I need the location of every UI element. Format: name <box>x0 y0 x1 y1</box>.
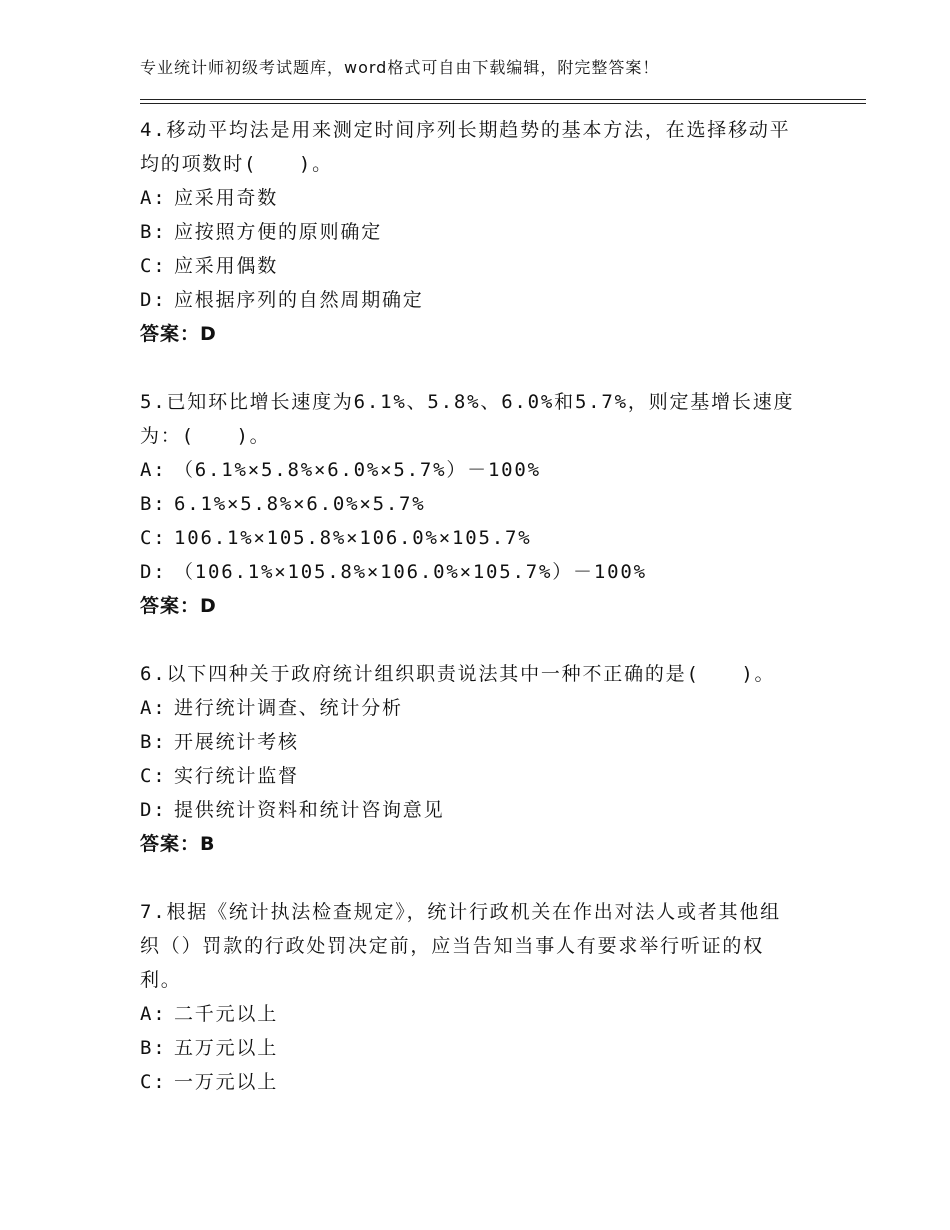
option-d <box>140 555 866 589</box>
option-a <box>140 997 866 1031</box>
option-text: 应采用偶数 <box>174 255 279 277</box>
option-b <box>140 487 866 521</box>
option-b <box>140 1031 866 1065</box>
option-text: 应根据序列的自然周期确定 <box>174 289 424 311</box>
option-text: 实行统计监督 <box>174 765 299 787</box>
page-header: 专业统计师初级考试题库，word格式可自由下载编辑，附完整答案！ <box>140 58 660 77</box>
question-list <box>140 113 866 1133</box>
option-text: （6.1%×5.8%×6.0%×5.7%）－100% <box>174 459 541 481</box>
question-stem: 6.以下四种关于政府统计组织职责说法其中一种不正确的是( )。 <box>140 663 776 685</box>
option-b <box>140 725 866 759</box>
option-text: 开展统计考核 <box>174 731 299 753</box>
option-d <box>140 283 866 317</box>
option-key: B: <box>140 731 167 753</box>
option-key: A: <box>140 187 167 209</box>
answer-label: 答案：D <box>140 595 217 617</box>
option-key: C: <box>140 255 167 277</box>
option-key: D: <box>140 561 167 583</box>
option-text: 一万元以上 <box>174 1071 279 1093</box>
answer-label: 答案：D <box>140 323 217 345</box>
option-text: 五万元以上 <box>174 1037 279 1059</box>
option-text: 应采用奇数 <box>174 187 279 209</box>
option-d <box>140 793 866 827</box>
question-4 <box>140 113 866 351</box>
option-c <box>140 521 866 555</box>
option-key: C: <box>140 1071 167 1093</box>
option-b <box>140 215 866 249</box>
question-stem: 7.根据《统计执法检查规定》，统计行政机关在作出对法人或者其他组织（）罚款的行政处罚决定前，应当告知当事人有要求举行听证的权利。 <box>140 901 781 991</box>
header-rule-bottom <box>140 103 866 104</box>
answer-label: 答案：B <box>140 833 216 855</box>
option-key: A: <box>140 697 167 719</box>
option-key: A: <box>140 1003 167 1025</box>
option-key: D: <box>140 289 167 311</box>
header-rule-top <box>140 99 866 100</box>
question-stem: 4.移动平均法是用来测定时间序列长期趋势的基本方法，在选择移动平均的项数时( )。 <box>140 119 791 175</box>
option-text: 进行统计调查、统计分析 <box>174 697 403 719</box>
option-key: C: <box>140 527 167 549</box>
option-c <box>140 1065 866 1099</box>
question-7 <box>140 895 866 1099</box>
option-a <box>140 181 866 215</box>
option-text: 106.1%×105.8%×106.0%×105.7% <box>174 527 532 549</box>
option-c <box>140 249 866 283</box>
option-text: （106.1%×105.8%×106.0%×105.7%）－100% <box>174 561 647 583</box>
option-text: 6.1%×5.8%×6.0%×5.7% <box>174 493 426 515</box>
option-c <box>140 759 866 793</box>
option-text: 提供统计资料和统计咨询意见 <box>174 799 445 821</box>
question-5 <box>140 385 866 623</box>
option-key: C: <box>140 765 167 787</box>
option-key: B: <box>140 1037 167 1059</box>
question-6 <box>140 657 866 861</box>
option-key: B: <box>140 493 167 515</box>
option-text: 二千元以上 <box>174 1003 279 1025</box>
option-a <box>140 691 866 725</box>
option-key: B: <box>140 221 167 243</box>
option-key: D: <box>140 799 167 821</box>
option-a <box>140 453 866 487</box>
question-stem: 5.已知环比增长速度为6.1%、5.8%、6.0%和5.7%，则定基增长速度为：( )。 <box>140 391 795 447</box>
option-text: 应按照方便的原则确定 <box>174 221 383 243</box>
option-key: A: <box>140 459 167 481</box>
